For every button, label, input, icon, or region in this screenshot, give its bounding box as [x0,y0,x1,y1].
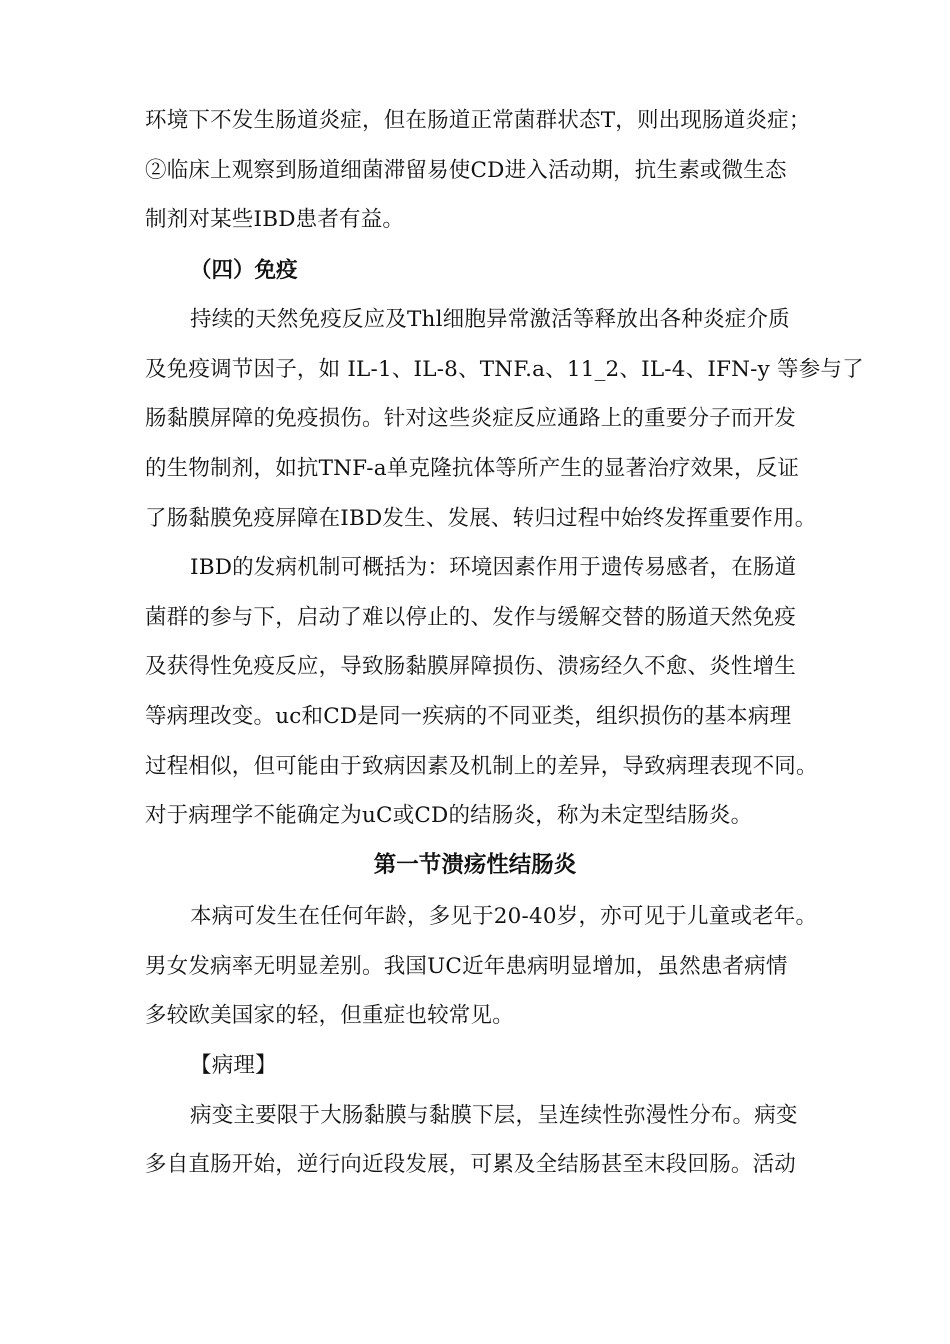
section-title: 第一节溃疡性结肠炎 [373,852,577,878]
text-line: 男女发病率无明显差别。我国UC近年患病明显增加，虽然患者病情 [145,954,788,979]
text-line: 及免疫调节因子，如 IL-1、IL-8、TNF.a、11_2、IL-4、IFN-y 等参与了 [145,357,864,382]
text-line: 及获得性免疫反应，导致肠黏膜屏障损伤、溃疡经久不愈、炎性增生 [145,654,797,679]
text-line: 的生物制剂，如抗TNF-a单克隆抗体等所产生的显著治疗效果，反证 [145,456,800,481]
text-line: 过程相似，但可能由于致病因素及机制上的差异，导致病理表现不同。 [145,754,818,779]
text-line: 多较欧美国家的轻，但重症也较常见。 [145,1003,514,1028]
bracket-heading: 【病理】 [190,1053,277,1078]
text-line: 病变主要限于大肠黏膜与黏膜下层，呈连续性弥漫性分布。病变 [190,1103,798,1128]
text-line: 环境下不发生肠道炎症，但在肠道正常菌群状态T，则出现肠道炎症； [145,108,811,133]
text-line: 制剂对某些IBD患者有益。 [145,207,405,232]
text-line: 多自直肠开始，逆行向近段发展，可累及全结肠甚至末段回肠。活动 [145,1152,797,1177]
text-line: 了肠黏膜免疫屏障在IBD发生、发展、转归过程中始终发挥重要作用。 [145,506,817,531]
subsection-heading: （四）免疫 [190,258,298,283]
text-line: 等病理改变。uc和CD是同一疾病的不同亚类，组织损伤的基本病理 [145,704,792,729]
text-line: 肠黏膜屏障的免疫损伤。针对这些炎症反应通路上的重要分子而开发 [145,406,797,431]
text-line: 本病可发生在任何年龄，多见于20-40岁，亦可见于儿童或老年。 [190,904,818,929]
text-line: ②临床上观察到肠道细菌滞留易使CD进入活动期，抗生素或微生态 [145,158,787,183]
text-line: 菌群的参与下，启动了难以停止的、发作与缓解交替的肠道天然免疫 [145,605,797,630]
text-line: 持续的天然免疫反应及Thl细胞异常激活等释放出各种炎症介质 [190,307,790,332]
text-line: IBD的发病机制可概括为：环境因素作用于遗传易感者，在肠道 [190,555,797,580]
text-line: 对于病理学不能确定为uC或CD的结肠炎，称为未定型结肠炎。 [145,803,753,828]
